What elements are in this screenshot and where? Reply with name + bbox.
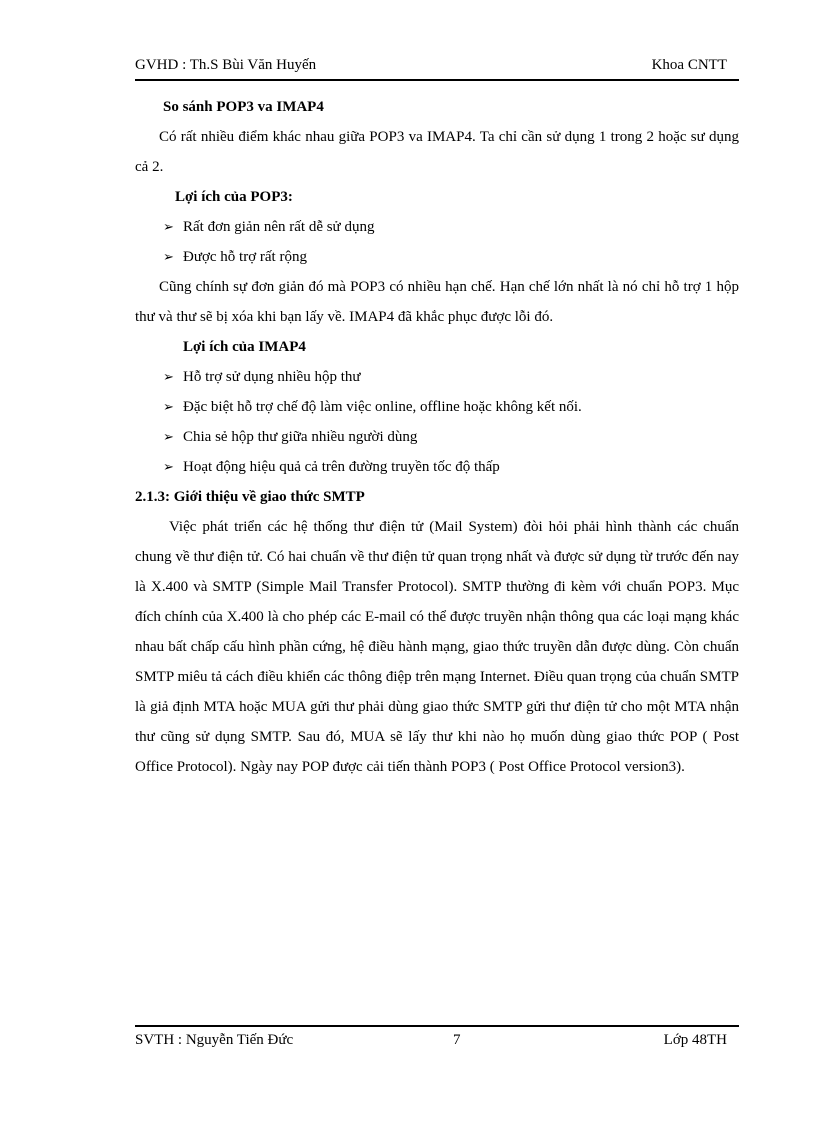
heading-imap4-benefits: Lợi ích của IMAP4	[183, 339, 306, 355]
list-item-text: Chia sẻ hộp thư giữa nhiều người dùng	[183, 429, 418, 445]
list-item-text: Rất đơn giản nên rất dễ sử dụng	[183, 219, 375, 235]
header-instructor: GVHD : Th.S Bùi Văn Huyến	[135, 57, 317, 73]
paragraph-intro: Có rất nhiều điểm khác nhau giữa POP3 va IMAP4. Ta chỉ cần sử dụng 1 trong 2 hoặc sư dụng cả 2.	[135, 129, 739, 175]
page-content	[135, 92, 739, 782]
arrow-bullet-icon: ➢	[163, 429, 174, 444]
list-item	[135, 212, 739, 242]
list-item	[135, 362, 739, 392]
list-item-text: Hoạt động hiệu quả cả trên đường truyền tốc độ thấp	[183, 459, 500, 475]
list-item-text: Được hỗ trợ rất rộng	[183, 249, 307, 265]
arrow-bullet-icon: ➢	[163, 249, 174, 264]
page-footer	[135, 1025, 739, 1051]
list-item-text: Đặc biệt hỗ trợ chế độ làm việc online, offline hoặc không kết nối.	[183, 399, 582, 415]
list-item	[135, 392, 739, 422]
footer-class: Lớp 48TH	[663, 1032, 727, 1048]
arrow-bullet-icon: ➢	[163, 399, 174, 414]
heading-compare: So sánh POP3 va IMAP4	[163, 99, 324, 115]
header-faculty: Khoa CNTT	[651, 57, 727, 73]
list-item-text: Hỗ trợ sử dụng nhiều hộp thư	[183, 369, 361, 385]
paragraph-smtp: Việc phát triển các hệ thống thư điện tử (Mail System) đòi hỏi phải hình thành các chuẩn chung về thư điện tử. Có hai chuẩn về thư điện tử quan trọng nhất và được sử dụng từ trước đến nay là X.400 và SMTP (Simple Mail Transfer Protocol). SMTP thường đi kèm với chuẩn POP3. Mục đích chính của X.400 là cho phép các E-mail có thể được truyền nhận thông qua các loại mạng khác nhau bất chấp cấu hình phần cứng, hệ điều hành mạng, giao thức truyền dẫn được dùng. Còn chuẩn SMTP miêu tả cách điều khiển các thông điệp trên mạng Internet. Điều quan trọng của chuẩn SMTP là giả định MTA hoặc MUA gửi thư phải dùng giao thức SMTP gửi thư điện tử cho một MTA nhận thư cũng sử dụng SMTP. Sau đó, MUA sẽ lấy thư khi nào họ muốn dùng giao thức POP ( Post Office Protocol). Ngày nay POP được cải tiến thành POP3 ( Post Office Protocol version3).	[135, 519, 739, 775]
page-number: 7	[453, 1032, 461, 1048]
list-item	[135, 452, 739, 482]
paragraph-pop3-limits: Cũng chính sự đơn giản đó mà POP3 có nhiều hạn chế. Hạn chế lớn nhất là nó chỉ hỗ trợ 1 hộp thư và thư sẽ bị xóa khi bạn lấy về. IMAP4 đã khắc phục được lỗi đó.	[135, 279, 739, 325]
arrow-bullet-icon: ➢	[163, 369, 174, 384]
section-heading-smtp: 2.1.3: Giới thiệu về giao thức SMTP	[135, 489, 365, 505]
footer-student: SVTH : Nguyễn Tiến Đức	[135, 1032, 294, 1048]
arrow-bullet-icon: ➢	[163, 219, 174, 234]
list-item	[135, 422, 739, 452]
heading-pop3-benefits: Lợi ích của POP3:	[175, 189, 293, 205]
page-header	[135, 57, 739, 81]
list-item	[135, 242, 739, 272]
arrow-bullet-icon: ➢	[163, 459, 174, 474]
